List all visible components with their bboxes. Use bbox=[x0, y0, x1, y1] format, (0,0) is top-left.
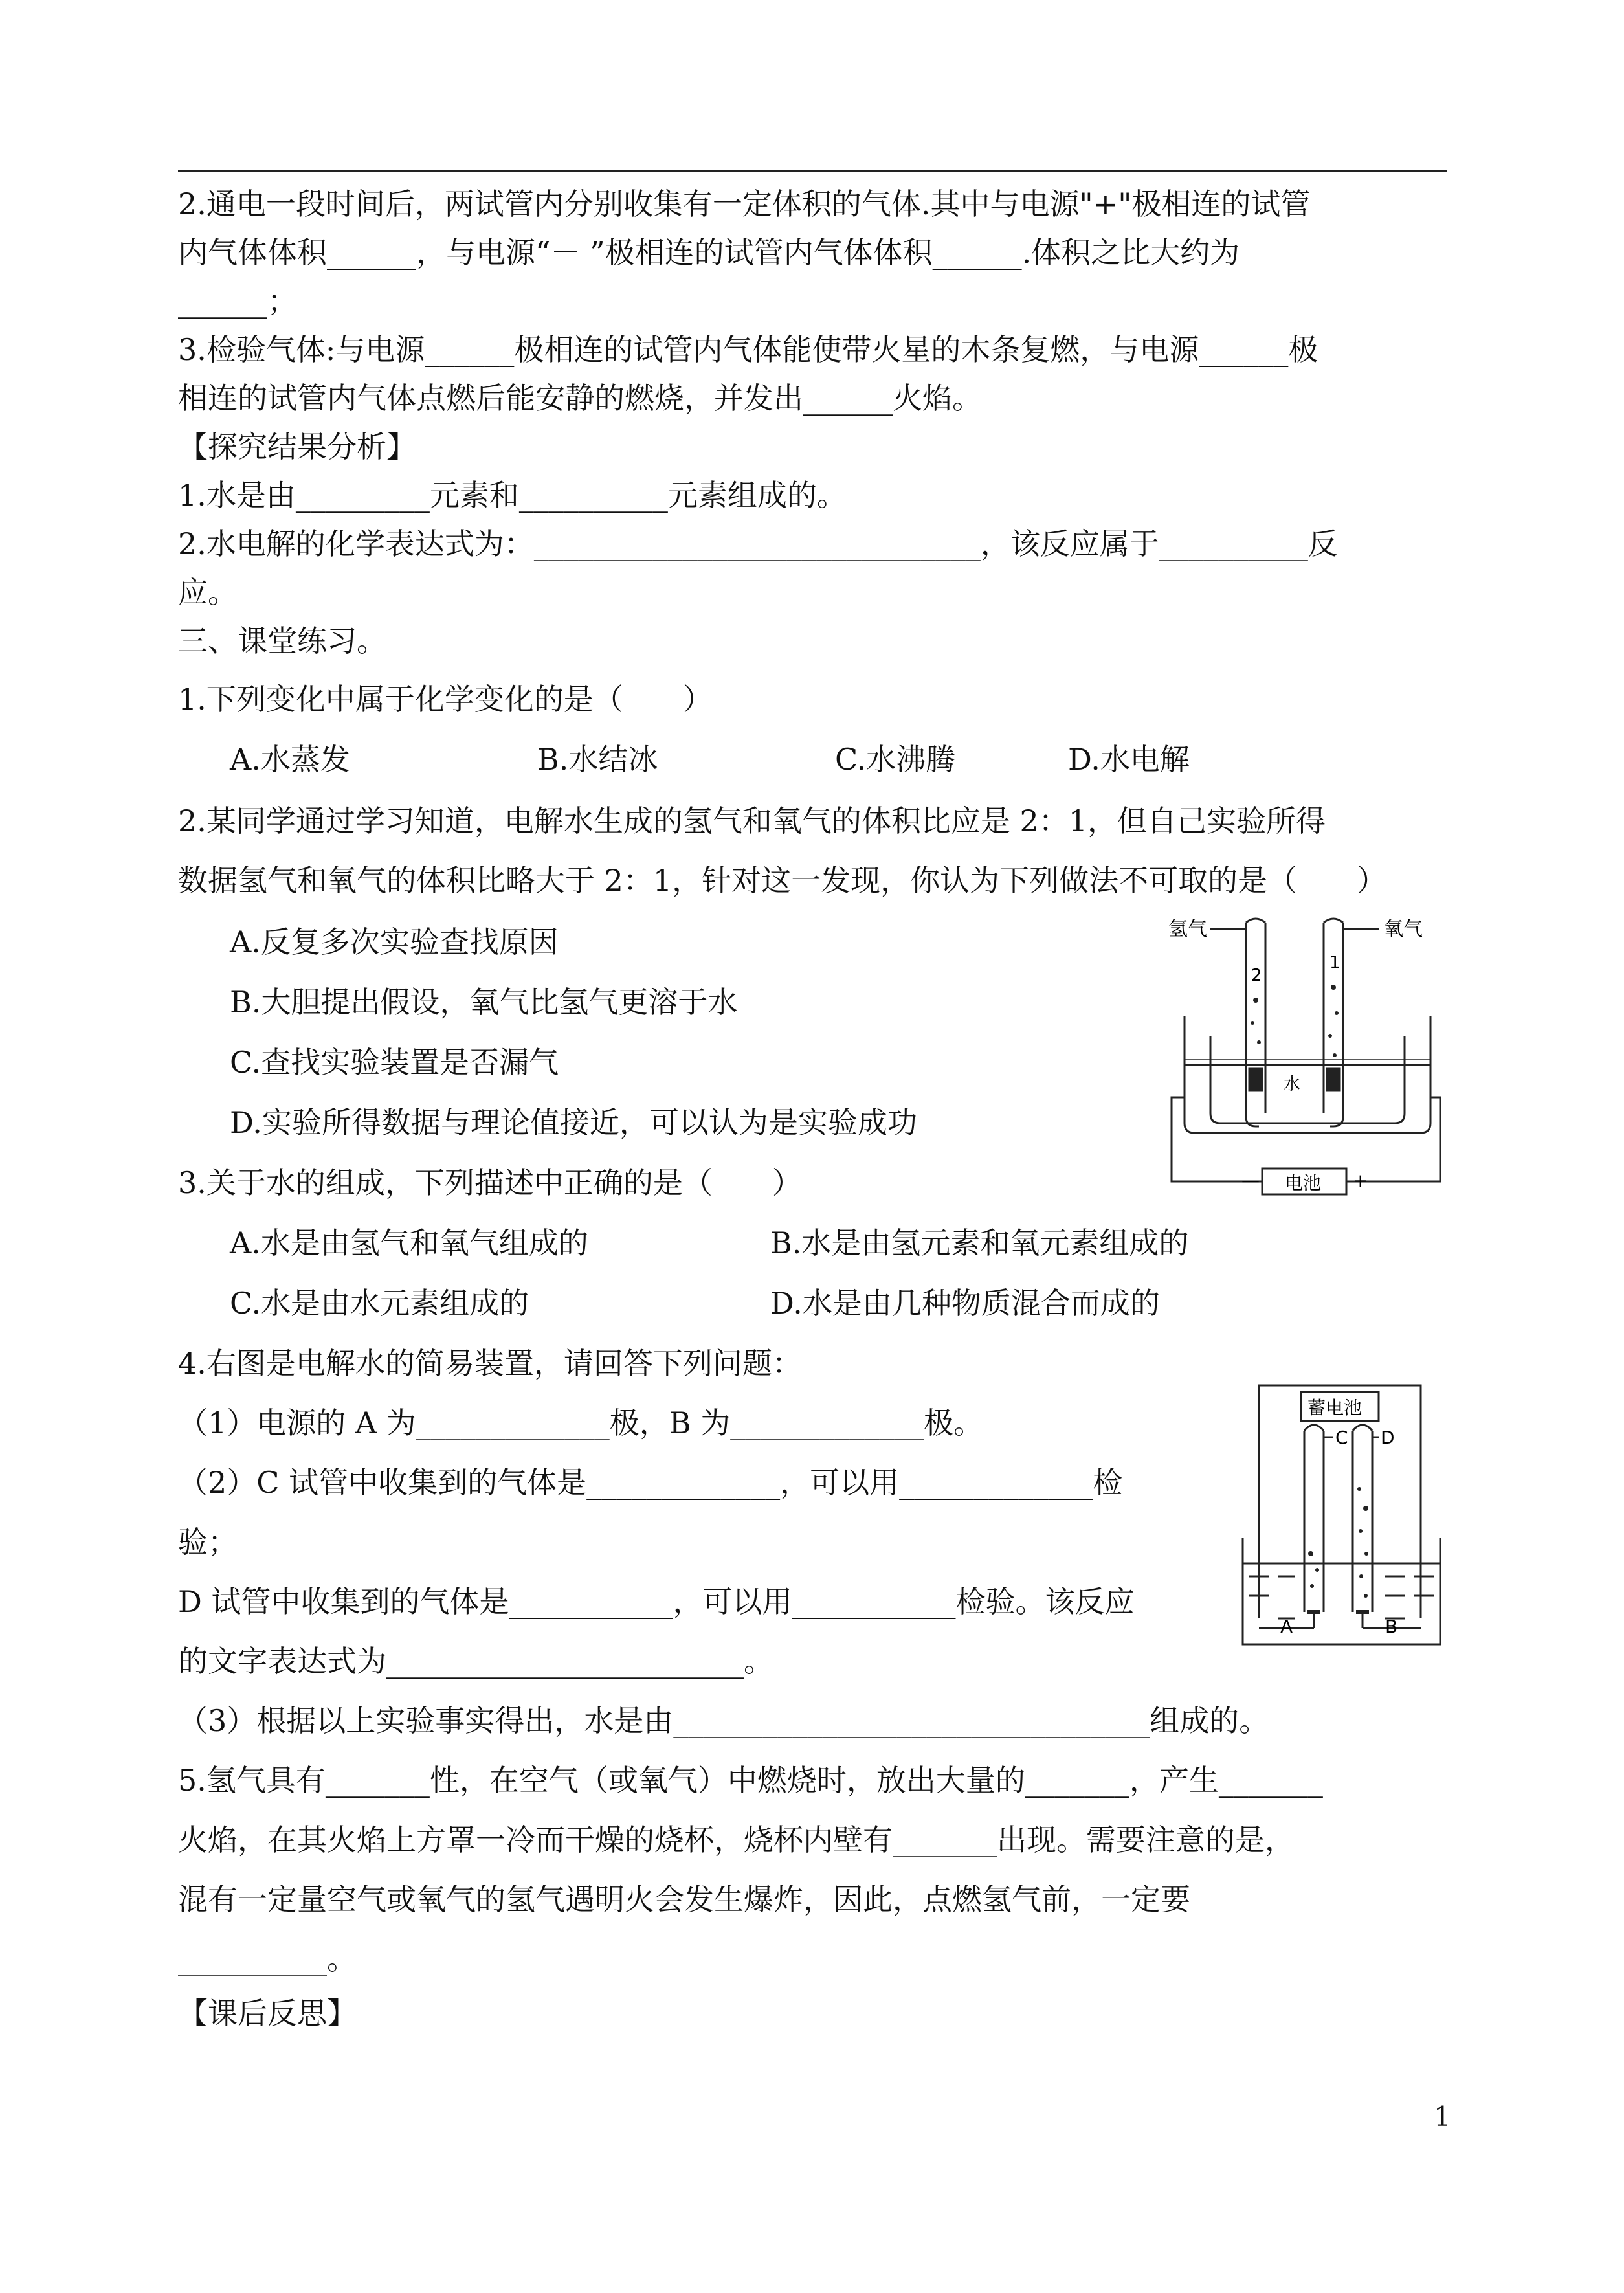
page-number: 1 bbox=[1434, 2101, 1451, 2132]
question-4-part-2-line3: D 试管中收集到的气体是___________，可以用___________检验。该反应 bbox=[178, 1584, 1135, 1619]
reflection-heading: 【课后反思】 bbox=[178, 1996, 357, 2031]
tube-mark-left: 2 bbox=[1251, 966, 1262, 985]
q3-option-b: B.水是由氢元素和氧元素组成的 bbox=[770, 1225, 1189, 1260]
tube-c-label: C bbox=[1335, 1427, 1348, 1448]
question-5-line3: 混有一定量空气或氧气的氢气遇明火会发生爆炸，因此，点燃氢气前，一定要 bbox=[178, 1882, 1190, 1917]
battery-label: 电池 bbox=[1285, 1172, 1322, 1194]
section2-line1: 2.通电一段时间后，两试管内分别收集有一定体积的气体.其中与电源"+"极相连的试管 bbox=[178, 186, 1311, 221]
q2-option-d: D.实验所得数据与理论值接近，可以认为是实验成功 bbox=[230, 1105, 917, 1140]
q3-option-a: A.水是由氢气和氧气组成的 bbox=[230, 1225, 588, 1260]
q1-option-b: B.水结冰 bbox=[537, 742, 658, 777]
tube-d-label: D bbox=[1381, 1427, 1395, 1448]
question-5-line4: __________。 bbox=[178, 1941, 357, 1976]
electrolysis-figure-2 bbox=[1240, 1379, 1447, 1651]
q1-option-c: C.水沸腾 bbox=[835, 742, 956, 777]
hydrogen-label: 氢气 bbox=[1168, 918, 1207, 941]
q2-option-a: A.反复多次实验查找原因 bbox=[230, 924, 559, 959]
question-5-line2: 火焰，在其火焰上方罩一冷而干燥的烧杯，烧杯内壁有_______出现。需要注意的是， bbox=[178, 1822, 1295, 1857]
question-1: 1.下列变化中属于化学变化的是（ ） bbox=[178, 682, 713, 717]
question-4-part-2-line2: 验； bbox=[178, 1525, 238, 1560]
analysis-item-1: 1.水是由_________元素和__________元素组成的。 bbox=[178, 478, 847, 513]
q1-option-a: A.水蒸发 bbox=[230, 742, 350, 777]
electrode-b-label: B bbox=[1385, 1616, 1398, 1637]
oxygen-label: 氧气 bbox=[1384, 918, 1423, 941]
question-4: 4.右图是电解水的简易装置，请回答下列问题： bbox=[178, 1346, 802, 1381]
water-label: 水 bbox=[1284, 1075, 1301, 1094]
q2-option-b: B.大胆提出假设，氧气比氢气更溶于水 bbox=[230, 985, 738, 1020]
q1-option-d: D.水电解 bbox=[1068, 742, 1190, 777]
q3-option-c: C.水是由水元素组成的 bbox=[230, 1286, 529, 1321]
analysis-heading: 【探究结果分析】 bbox=[178, 429, 416, 464]
electrolysis-figure-1 bbox=[1165, 910, 1443, 1207]
q3-option-d: D.水是由几种物质混合而成的 bbox=[770, 1286, 1160, 1321]
question-2-line1: 2.某同学通过学习知道，电解水生成的氢气和氧气的体积比应是 2：1，但自己实验所得 bbox=[178, 803, 1326, 838]
question-4-part-3: （3）根据以上实验事实得出，水是由________________________________组成的。 bbox=[178, 1703, 1269, 1738]
question-4-part-2-line1: （2）C 试管中收集到的气体是_____________，可以用_____________检 bbox=[178, 1465, 1123, 1500]
section3-line2: 相连的试管内气体点燃后能安静的燃烧，并发出______火焰。 bbox=[178, 381, 982, 416]
section2-line2: 内气体体积______，与电源“－ ”极相连的试管内气体体积______.体积之比大约为 bbox=[178, 235, 1240, 270]
section2-line3: ______； bbox=[178, 284, 297, 319]
question-4-part-1: （1）电源的 A 为_____________极，B 为_____________极。 bbox=[178, 1405, 984, 1440]
tube-mark-right: 1 bbox=[1329, 953, 1340, 972]
minus-sign: — bbox=[1241, 1170, 1260, 1191]
storage-battery-label: 蓄电池 bbox=[1307, 1397, 1363, 1418]
electrode-a-label: A bbox=[1280, 1616, 1293, 1637]
analysis-item-2-line2: 应。 bbox=[178, 575, 238, 610]
analysis-item-2-line1: 2.水电解的化学表达式为：______________________________，该反应属于__________反 bbox=[178, 526, 1338, 561]
question-3: 3.关于水的组成，下列描述中正确的是（ ） bbox=[178, 1165, 802, 1200]
practice-heading: 三、课堂练习。 bbox=[178, 623, 386, 658]
question-4-part-2-line4: 的文字表达式为________________________。 bbox=[178, 1644, 773, 1679]
header-rule bbox=[178, 170, 1447, 172]
question-2-line2: 数据氢气和氧气的体积比略大于 2：1，针对这一发现，你认为下列做法不可取的是（ ） bbox=[178, 863, 1387, 898]
section3-line1: 3.检验气体:与电源______极相连的试管内气体能使带火星的木条复燃，与电源______极 bbox=[178, 332, 1318, 367]
q2-option-c: C.查找实验装置是否漏气 bbox=[230, 1045, 559, 1080]
question-5-line1: 5.氢气具有_______性，在空气（或氧气）中燃烧时，放出大量的_______，产生_______ bbox=[178, 1763, 1323, 1798]
plus-sign: + bbox=[1353, 1170, 1368, 1191]
